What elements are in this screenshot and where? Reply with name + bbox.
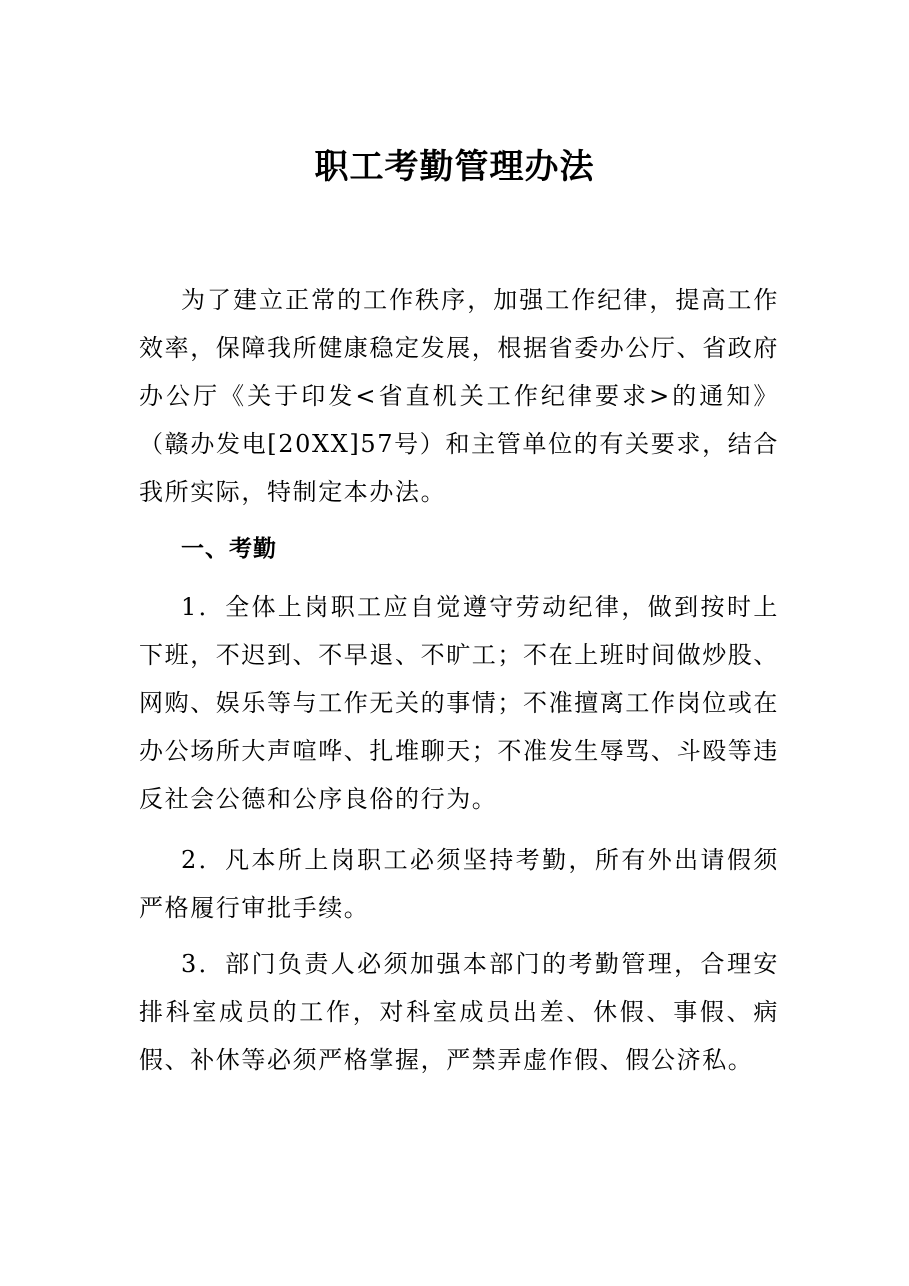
document-title: 职工考勤管理办法: [314, 147, 595, 187]
clause-1-paragraph: 1．全体上岗职工应自觉遵守劳动纪律，做到按时上下班，不迟到、不早退、不旷工；不在上班时间做炒股、网购、娱乐等与工作无关的事情；不准擅离工作岗位或在办公场所大声喧哗、扎堆聊天；不准发生辱骂、斗殴等违反社会公德和公序良俗的行为。: [139, 593, 779, 813]
clause-2-paragraph: 2．凡本所上岗职工必须坚持考勤，所有外出请假须严格履行审批手续。: [139, 846, 779, 922]
clause-3-paragraph: 3．部门负责人必须加强本部门的考勤管理，合理安排科室成员的工作，对科室成员出差、休假、事假、病假、补休等必须严格掌握，严禁弄虚作假、假公济私。: [139, 950, 779, 1074]
intro-paragraph: 为了建立正常的工作秩序，加强工作纪律，提高工作效率，保障我所健康稳定发展，根据省委办公厅、省政府办公厅《关于印发<省直机关工作纪律要求>的通知》（赣办发电[20XX]57号）和主管单位的有关要求，结合我所实际，特制定本办法。: [139, 286, 779, 506]
section-heading-attendance: 一、考勤: [181, 536, 277, 562]
